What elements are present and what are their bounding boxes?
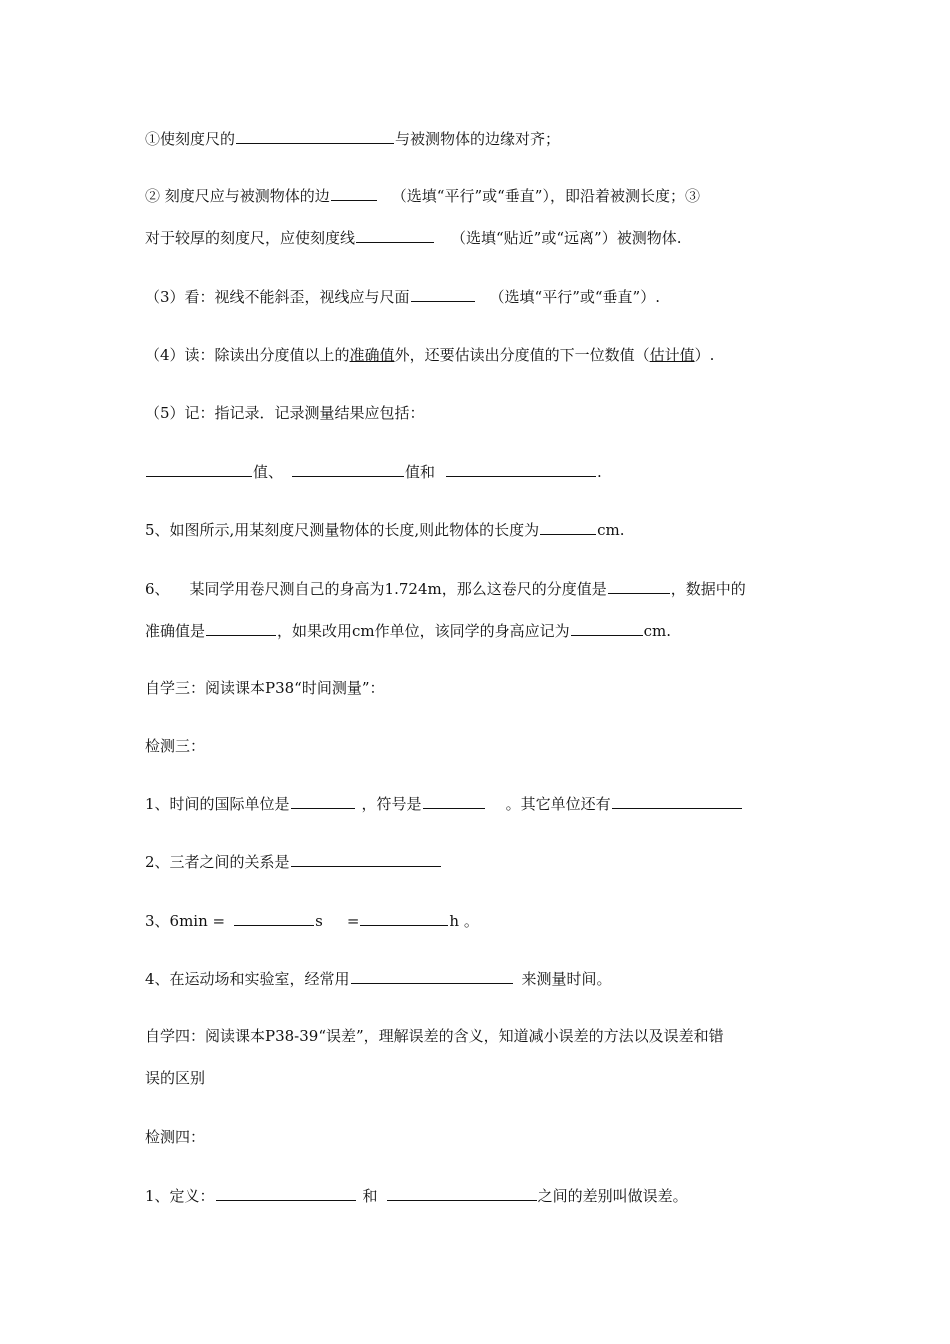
answer-blank[interactable] [356,227,434,243]
text: 。其它单位还有 [505,795,611,813]
answer-blank[interactable] [411,286,475,302]
question-6-cont [145,620,671,641]
text: 1、定义： [145,1187,215,1205]
answer-blank[interactable] [206,620,276,636]
text: （选填“平行”或“垂直”），即沿着被测长度；③ [391,187,700,205]
answer-blank[interactable] [216,1185,356,1201]
item-ruler-placement [145,185,700,206]
answer-blank[interactable] [351,968,513,984]
text: （5）记：指记录．记录测量结果应包括： [145,404,425,422]
text: ② 刻度尺应与被测物体的边 [145,187,330,205]
answer-blank[interactable] [540,519,596,535]
text: 2、三者之间的关系是 [145,853,290,871]
text: 检测三： [145,737,206,755]
text: 1、时间的国际单位是 [145,795,290,813]
text: . [597,463,602,481]
text: ，符号是 [361,795,422,813]
section-heading-3 [145,678,385,698]
question-5 [145,519,625,540]
text: （3）看：视线不能斜歪，视线应与尺面 [145,288,410,306]
section-heading-4 [145,1026,724,1046]
text: 外，还要估读出分度值的下一位数值（ [394,346,650,364]
text: s [315,912,323,930]
text: 和 [362,1187,378,1205]
answer-blank[interactable] [360,910,448,926]
answer-blank[interactable] [446,461,596,477]
answer-blank[interactable] [292,461,404,477]
answer-blank[interactable] [423,793,485,809]
text: h 。 [449,912,479,930]
text: ，如果改用cm作单位，该同学的身高应记为 [277,622,570,640]
question-6 [145,578,746,599]
underlined-term: 准确值 [349,346,395,364]
section-heading-4-cont [145,1068,205,1088]
error-q1 [145,1185,688,1206]
time-q4 [145,968,612,989]
check-heading-4 [145,1127,205,1147]
text: （选填“贴近”或“远离”）被测物体. [451,229,682,247]
answer-blank[interactable] [234,910,314,926]
answer-blank[interactable] [387,1185,537,1201]
answer-blank[interactable] [146,461,252,477]
text: 来测量时间。 [521,970,612,988]
text: 6、 [145,580,170,598]
answer-blank[interactable] [236,128,394,144]
text: 4、在运动场和实验室，经常用 [145,970,350,988]
text: = [346,912,360,930]
text: 自学四：阅读课本P38-39“误差”，理解误差的含义，知道减小误差的方法以及误差和错 [145,1027,724,1045]
item-thick-ruler [145,227,681,248]
text: 准确值是 [145,622,206,640]
text: 检测四： [145,1128,206,1146]
item-record [145,403,425,423]
text: （4）读：除读出分度值以上的 [145,346,350,364]
item-record-blanks [145,461,602,482]
text: 与被测物体的边缘对齐； [395,130,561,148]
text: 自学三：阅读课本P38“时间测量”： [145,679,385,697]
answer-blank[interactable] [612,793,742,809]
text: 值和 [405,463,436,481]
text: 值、 [253,463,284,481]
underlined-term: 估计值 [649,346,695,364]
item-read [145,345,714,365]
text: ①使刻度尺的 [145,130,236,148]
answer-blank[interactable] [291,851,441,867]
item-align-edge [145,128,560,149]
text: 误的区别 [145,1069,206,1087]
time-q1 [145,793,743,814]
text: 5、如图所示,用某刻度尺测量物体的长度,则此物体的长度为 [145,521,540,539]
text: cm. [643,622,672,640]
text: （选填“平行”或“垂直”）. [489,288,660,306]
text: 某同学用卷尺测自己的身高为1.724m，那么这卷尺的分度值是 [189,580,607,598]
time-q2 [145,851,442,872]
text: 对于较厚的刻度尺，应使刻度线 [145,229,356,247]
text: cm. [597,521,625,539]
text: 之间的差别叫做误差。 [537,1187,688,1205]
time-q3 [145,910,479,931]
item-look [145,286,660,307]
answer-blank[interactable] [331,185,377,201]
text: ）. [694,346,715,364]
answer-blank[interactable] [291,793,355,809]
answer-blank[interactable] [571,620,643,636]
check-heading-3 [145,736,205,756]
answer-blank[interactable] [608,578,670,594]
text: 3、6min = [145,912,226,930]
text: ，数据中的 [670,580,746,598]
